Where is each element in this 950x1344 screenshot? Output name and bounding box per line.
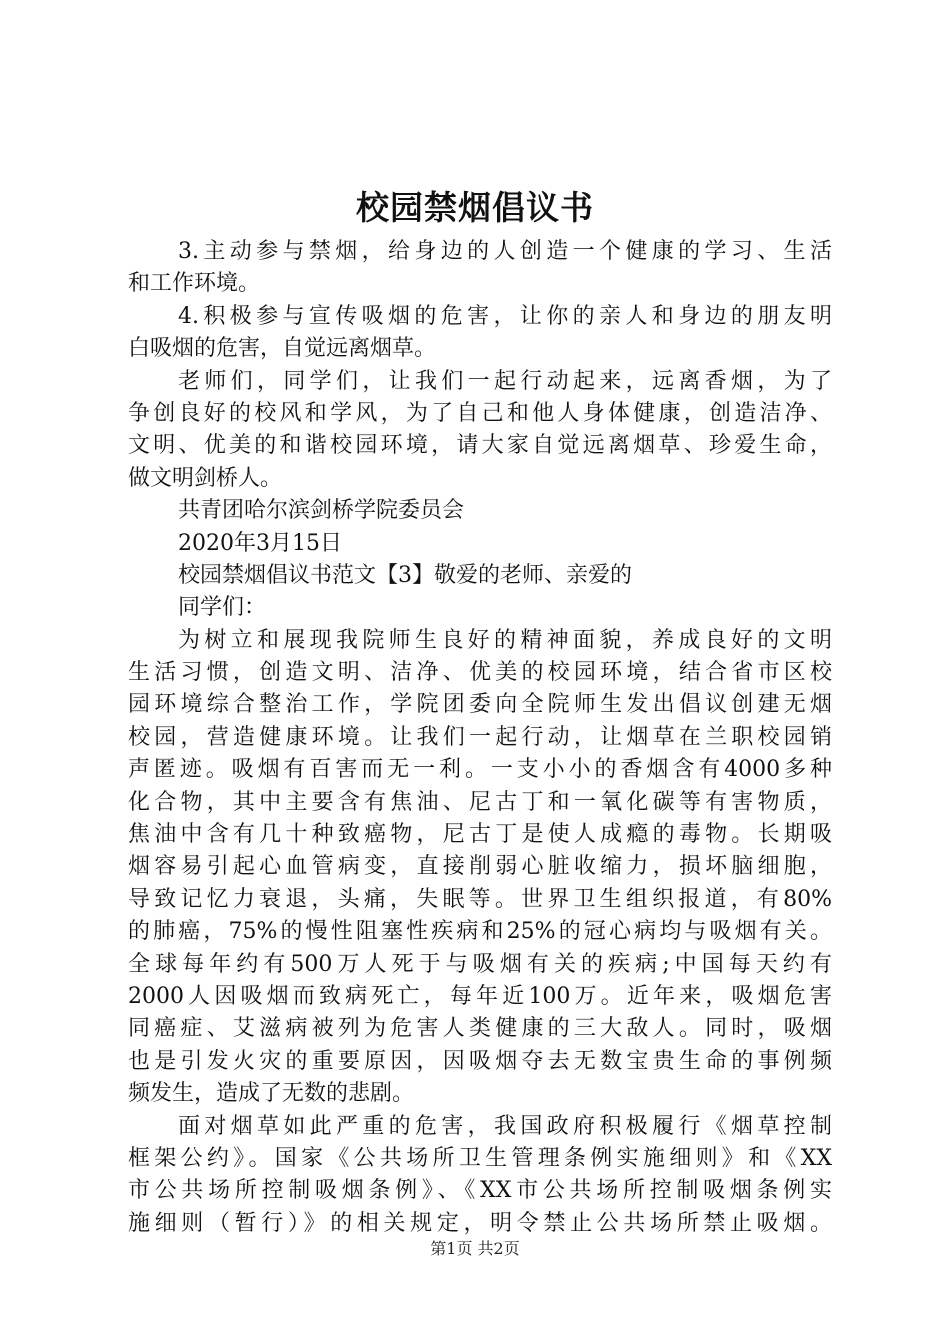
text-line: 烟容易引起心血管病变，直接削弱心脏收缩力，损坏脑细胞， bbox=[128, 854, 832, 880]
text-line: 为树立和展现我院师生良好的精神面貌，养成良好的文明 bbox=[178, 627, 832, 653]
document-title: 校园禁烟倡议书 bbox=[356, 188, 594, 227]
text-line: 生活习惯，创造文明、洁净、优美的校园环境，结合省市区校 bbox=[128, 660, 832, 686]
text-line: 4.积极参与宣传吸烟的危害，让你的亲人和身边的朋友明 bbox=[178, 303, 832, 329]
text-line: 争创良好的校风和学风，为了自己和他人身体健康，创造洁净、 bbox=[128, 400, 832, 426]
text-line: 导致记忆力衰退，头痛，失眠等。世界卫生组织报道，有80% bbox=[128, 886, 832, 912]
text-line: 框架公约》。国家《公共场所卫生管理条例实施细则》和《XX bbox=[128, 1145, 832, 1171]
text-line: 文明、优美的和谐校园环境，请大家自觉远离烟草、珍爱生命， bbox=[128, 433, 832, 459]
text-line: 同癌症、艾滋病被列为危害人类健康的三大敌人。同时，吸烟 bbox=[128, 1016, 832, 1042]
text-line: 也是引发火灾的重要原因，因吸烟夺去无数宝贵生命的事例频 bbox=[128, 1048, 832, 1074]
text-line: 化合物，其中主要含有焦油、尼古丁和一氧化碳等有害物质， bbox=[128, 789, 832, 815]
text-line: 市公共场所控制吸烟条例》、《XX市公共场所控制吸烟条例实 bbox=[128, 1178, 832, 1204]
signature-org: 共青团哈尔滨剑桥学院委员会 bbox=[178, 498, 465, 524]
text-line: 焦油中含有几十种致癌物，尼古丁是使人成瘾的毒物。长期吸 bbox=[128, 822, 832, 848]
text-line: 频发生，造成了无数的悲剧。 bbox=[128, 1081, 415, 1107]
text-line: 的肺癌，75%的慢性阻塞性疾病和25%的冠心病均与吸烟有关。 bbox=[128, 919, 832, 945]
text-line: 2000人因吸烟而致病死亡，每年近100万。近年来，吸烟危害 bbox=[128, 983, 832, 1009]
text-line: 面对烟草如此严重的危害，我国政府积极履行《烟草控制 bbox=[178, 1113, 832, 1139]
text-line: 校园，营造健康环境。让我们一起行动，让烟草在兰职校园销 bbox=[128, 724, 832, 750]
signature-date: 2020年3月15日 bbox=[178, 530, 342, 556]
page-footer: 第1页 共2页 bbox=[430, 1239, 520, 1258]
text-line: 和工作环境。 bbox=[128, 271, 261, 297]
text-line: 声匿迹。吸烟有百害而无一利。一支小小的香烟含有4000多种 bbox=[128, 757, 832, 783]
text-line: 3.主动参与禁烟，给身边的人创造一个健康的学习、生活 bbox=[178, 239, 832, 264]
text-line: 做文明剑桥人。 bbox=[128, 465, 283, 491]
text-line: 全球每年约有500万人死于与吸烟有关的疾病;中国每天约有 bbox=[128, 951, 832, 977]
text-line: 园环境综合整治工作，学院团委向全院师生发出倡议创建无烟 bbox=[128, 692, 832, 718]
text-line: 校园禁烟倡议书范文【3】敬爱的老师、亲爱的 bbox=[178, 562, 632, 588]
text-line: 白吸烟的危害，自觉远离烟草。 bbox=[128, 336, 437, 362]
text-line: 同学们： bbox=[178, 595, 267, 621]
text-line: 施细则（暂行）》的相关规定，明令禁止公共场所禁止吸烟。 bbox=[128, 1210, 832, 1236]
document-body bbox=[128, 236, 832, 1240]
text-line: 老师们，同学们，让我们一起行动起来，远离香烟，为了 bbox=[178, 368, 832, 394]
